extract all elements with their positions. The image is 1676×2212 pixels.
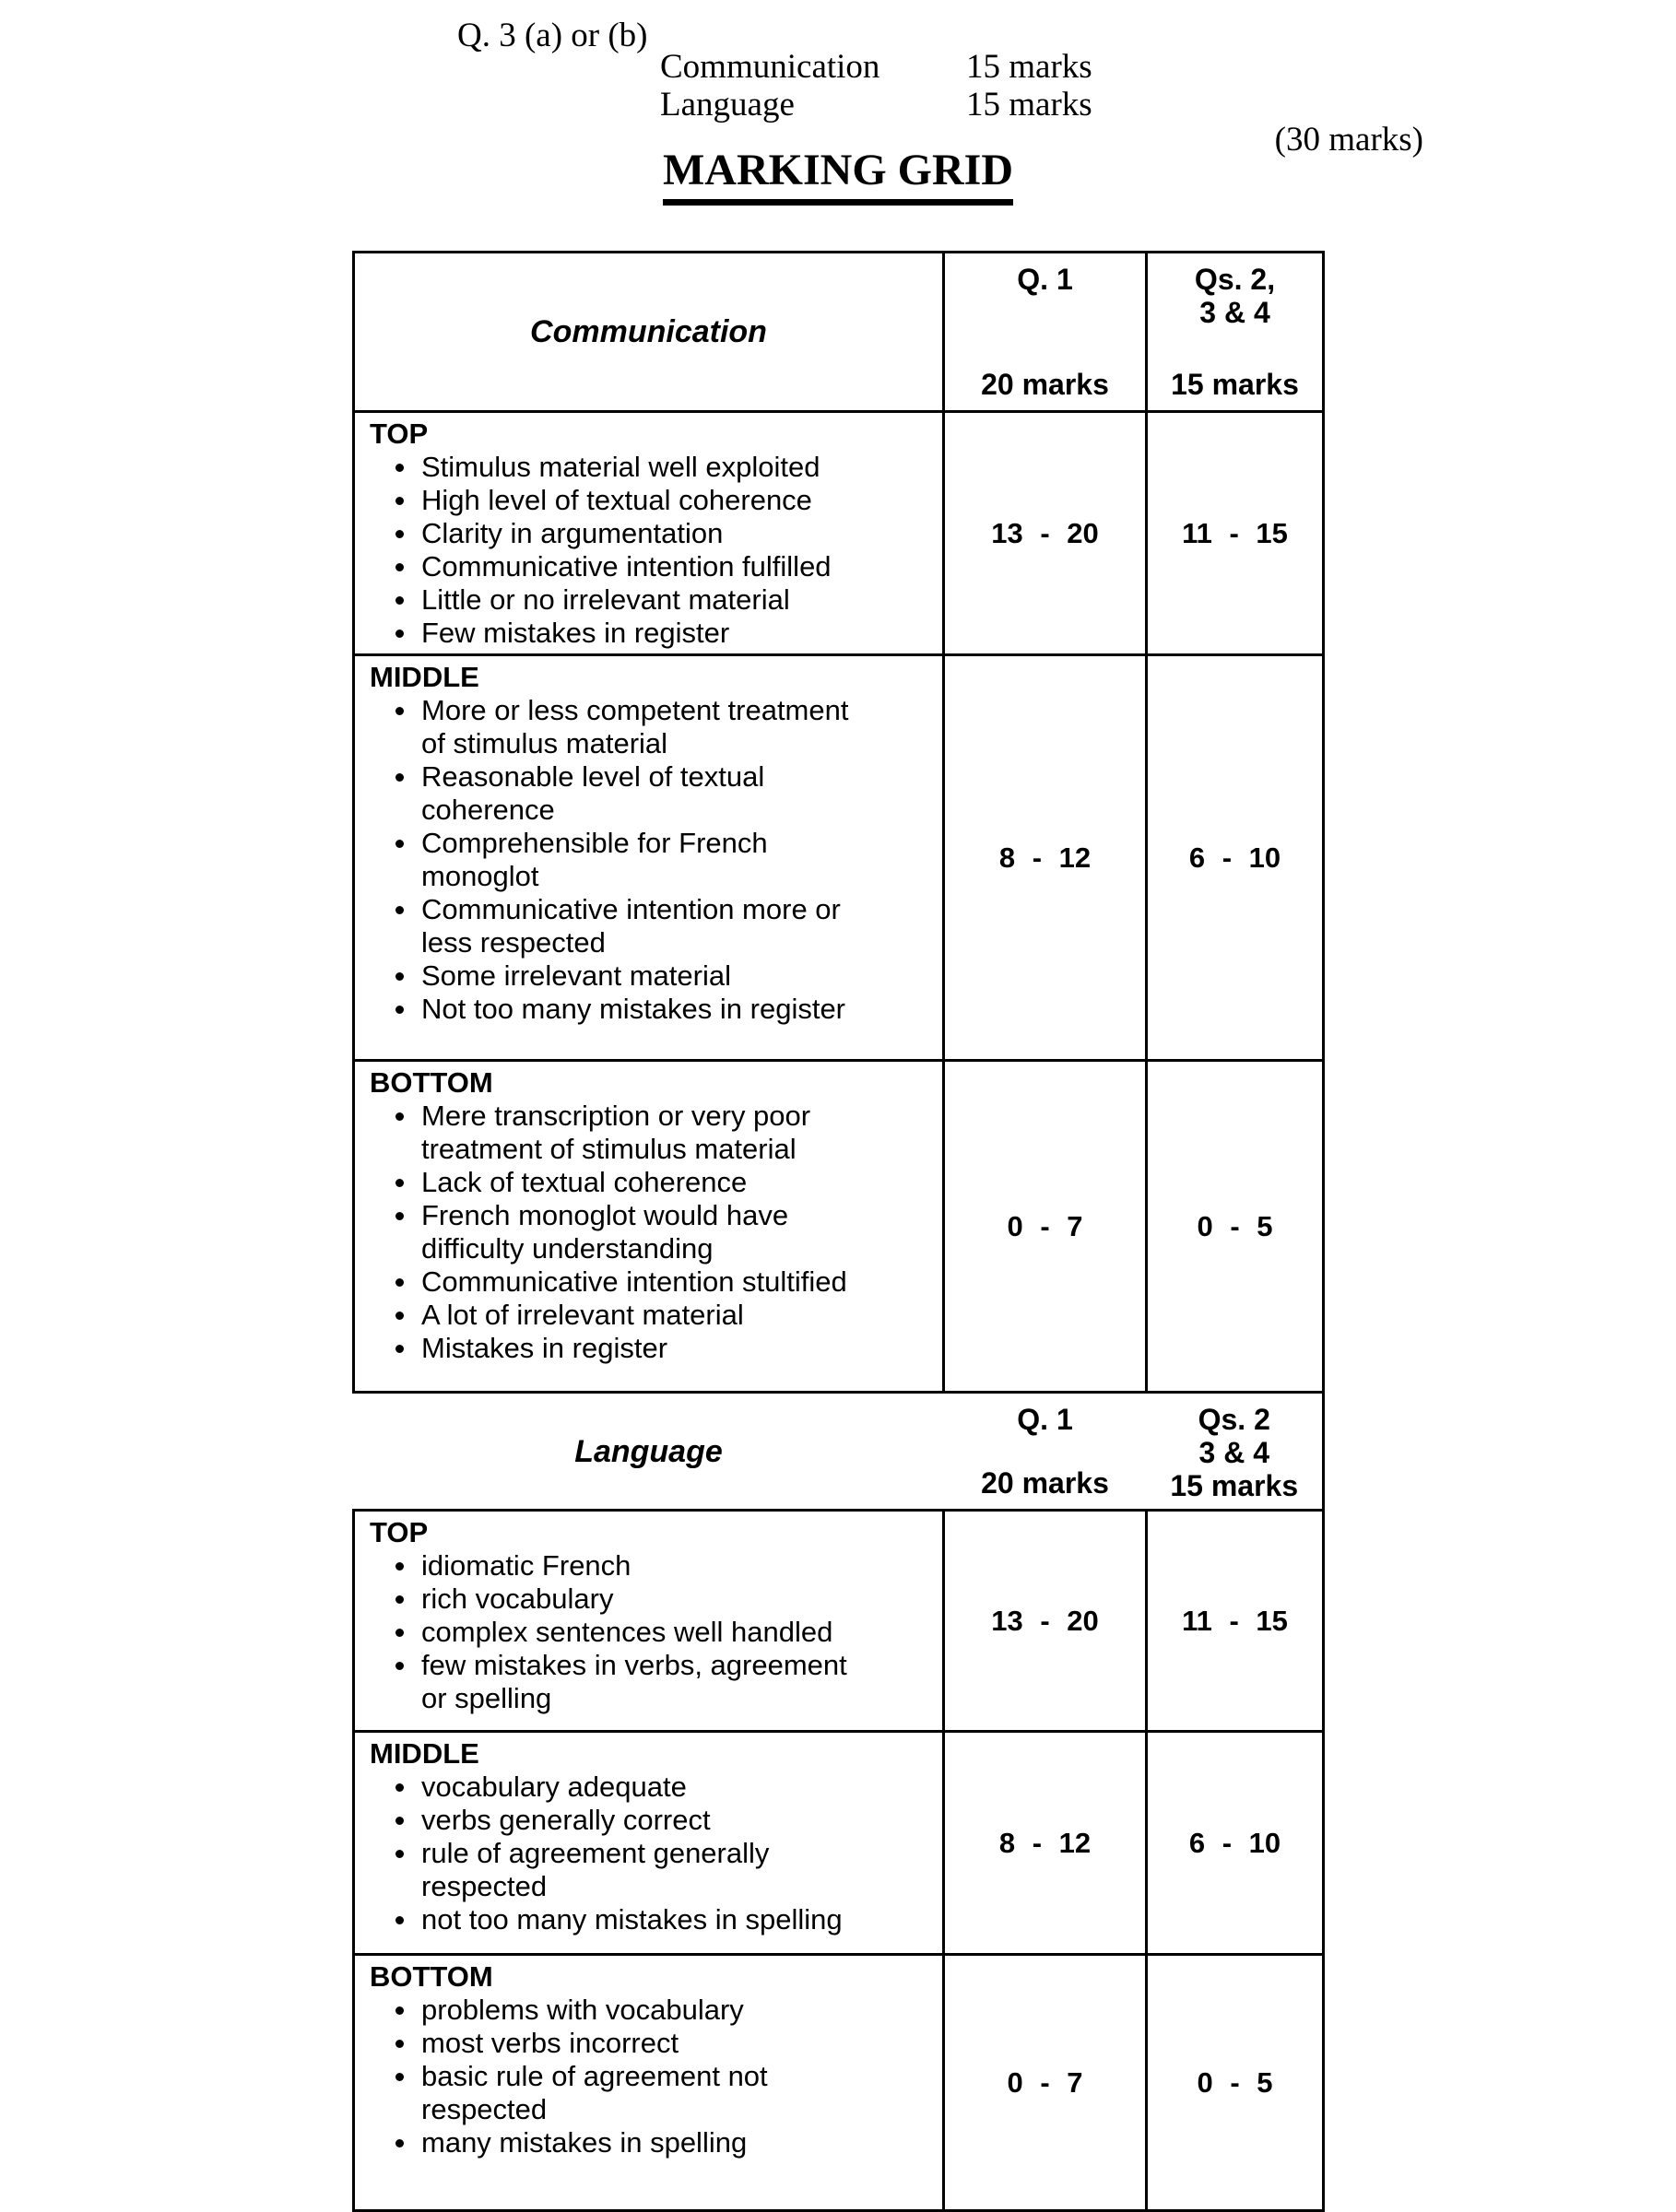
band-label: TOP (370, 1516, 429, 1548)
language-middle-row (354, 1732, 1324, 1955)
bullet-icon (395, 1662, 404, 1670)
page-title: MARKING GRID (663, 147, 1013, 206)
total-marks: (30 marks) (1274, 121, 1423, 159)
bullet-icon (395, 497, 404, 505)
bullet-icon (395, 1278, 404, 1287)
criterion-item: Communicative intention more or less respected (370, 893, 935, 959)
summary-row-communication (660, 48, 1092, 86)
q1-marks-label: 20 marks (981, 1466, 1109, 1500)
bullet-icon (395, 1212, 404, 1220)
qs-label-line2: 3 & 4 (1199, 296, 1270, 329)
bullet-icon (395, 2139, 404, 2147)
bullet-icon (395, 1345, 404, 1353)
criterion-item: Few mistakes in register (370, 617, 935, 650)
criterion-item: many mistakes in spelling (370, 2126, 935, 2159)
bullet-icon (395, 1312, 404, 1320)
criterion-item: most verbs incorrect (370, 2027, 935, 2060)
criteria-cell (354, 412, 944, 655)
criterion-item: Communicative intention stultified (370, 1265, 935, 1299)
bullet-icon (395, 1629, 404, 1637)
language-top-row (354, 1511, 1324, 1732)
qs-marks-label: 15 marks (1170, 1469, 1299, 1502)
criterion-item: Reasonable level of textual coherence (370, 760, 935, 827)
summary-marks: 15 marks (966, 48, 1092, 86)
communication-top-row (354, 412, 1324, 655)
criterion-item: French monoglot would have difficulty understanding (370, 1199, 935, 1265)
criterion-item: Some irrelevant material (370, 959, 935, 993)
criteria-cell (354, 655, 944, 1061)
criterion-item: A lot of irrelevant material (370, 1299, 935, 1332)
q1-label: Q. 1 (1017, 263, 1073, 296)
criterion-item: Mere transcription or very poor treatment of stimulus material (370, 1100, 935, 1166)
communication-bottom-row (354, 1061, 1324, 1393)
criteria-cell (354, 1732, 944, 1955)
q1-range-cell: 13 - 20 (944, 1511, 1147, 1732)
summary-marks: 15 marks (966, 86, 1092, 124)
bullet-icon (395, 596, 404, 605)
section-title: Communication (530, 314, 767, 349)
criterion-item: complex sentences well handled (370, 1616, 935, 1649)
criterion-item: Communicative intention fulfilled (370, 550, 935, 583)
q1-header-cell (944, 253, 1147, 412)
language-header-row (354, 1393, 1324, 1511)
qs-header-cell (1147, 1393, 1324, 1511)
communication-header-row (354, 253, 1324, 412)
bullet-icon (395, 972, 404, 981)
marking-grid-table (352, 251, 1325, 2212)
bullet-icon (395, 1850, 404, 1858)
qs-range-cell: 11 - 15 (1147, 1511, 1324, 1732)
q1-range-cell: 0 - 7 (944, 1955, 1147, 2211)
qs-range-cell: 6 - 10 (1147, 655, 1324, 1061)
criterion-item: Little or no irrelevant material (370, 583, 935, 617)
criterion-item: Lack of textual coherence (370, 1166, 935, 1199)
criterion-item: Clarity in argumentation (370, 517, 935, 550)
criterion-item: rich vocabulary (370, 1583, 935, 1616)
qs-label-line2: 3 & 4 (1198, 1436, 1269, 1469)
band-label: MIDDLE (370, 1737, 479, 1770)
criterion-item: rule of agreement generally respected (370, 1837, 935, 1903)
bullet-icon (395, 464, 404, 472)
q1-label: Q. 1 (1017, 1403, 1073, 1436)
criteria-cell (354, 1511, 944, 1732)
bullet-icon (395, 563, 404, 571)
criterion-item: High level of textual coherence (370, 484, 935, 517)
bullet-icon (395, 773, 404, 782)
qs-label-line1: Qs. 2 (1198, 1403, 1270, 1436)
summary-label: Communication (660, 48, 880, 86)
language-bottom-row (354, 1955, 1324, 2211)
qs-range-cell: 6 - 10 (1147, 1732, 1324, 1955)
communication-middle-row (354, 655, 1324, 1061)
criteria-cell (354, 1955, 944, 2211)
bullet-icon (395, 840, 404, 848)
criterion-item: vocabulary adequate (370, 1771, 935, 1804)
criterion-item: More or less competent treatment of stimulus material (370, 694, 935, 760)
q1-range-cell: 0 - 7 (944, 1061, 1147, 1393)
qs-range-cell: 0 - 5 (1147, 1061, 1324, 1393)
bullet-icon (395, 1817, 404, 1825)
bullet-icon (395, 1595, 404, 1604)
criteria-cell (354, 1061, 944, 1393)
marks-summary (660, 48, 1092, 124)
qs-range-cell: 0 - 5 (1147, 1955, 1324, 2211)
q1-range-cell: 13 - 20 (944, 412, 1147, 655)
bullet-icon (395, 1006, 404, 1014)
bullet-icon (395, 1783, 404, 1792)
qs-label-line1: Qs. 2, (1194, 263, 1276, 296)
q1-marks-label: 20 marks (981, 368, 1109, 401)
criterion-item: basic rule of agreement not respected (370, 2060, 935, 2126)
criterion-item: Comprehensible for French monoglot (370, 827, 935, 893)
q1-range-cell: 8 - 12 (944, 1732, 1147, 1955)
band-label: BOTTOM (370, 1960, 493, 1993)
bullet-icon (395, 707, 404, 715)
section-title: Language (574, 1433, 723, 1469)
criterion-item: Not too many mistakes in register (370, 993, 935, 1026)
band-label: BOTTOM (370, 1066, 493, 1099)
qs-marks-label: 15 marks (1171, 368, 1299, 401)
bullet-icon (395, 906, 404, 914)
band-label: TOP (370, 418, 429, 450)
criterion-item: idiomatic French (370, 1549, 935, 1583)
language-title-cell (354, 1393, 944, 1511)
bullet-icon (395, 530, 404, 538)
communication-title-cell (354, 253, 944, 412)
summary-row-language (660, 86, 1092, 124)
bullet-icon (395, 1112, 404, 1121)
criterion-item: Mistakes in register (370, 1332, 935, 1365)
criterion-item: few mistakes in verbs, agreement or spelling (370, 1649, 935, 1715)
qs-header-cell (1147, 253, 1324, 412)
summary-label: Language (660, 86, 795, 124)
criterion-item: Stimulus material well exploited (370, 451, 935, 484)
bullet-icon (395, 2073, 404, 2081)
bullet-icon (395, 629, 404, 638)
bullet-icon (395, 1916, 404, 1924)
bullet-icon (395, 2006, 404, 2015)
criterion-item: not too many mistakes in spelling (370, 1903, 935, 1936)
criterion-item: problems with vocabulary (370, 1994, 935, 2027)
q1-range-cell: 8 - 12 (944, 655, 1147, 1061)
title-wrap (0, 147, 1676, 206)
bullet-icon (395, 1562, 404, 1571)
qs-range-cell: 11 - 15 (1147, 412, 1324, 655)
criterion-item: verbs generally correct (370, 1804, 935, 1837)
band-label: MIDDLE (370, 661, 479, 693)
question-heading: Q. 3 (a) or (b) (457, 17, 648, 54)
q1-header-cell (944, 1393, 1147, 1511)
bullet-icon (395, 1179, 404, 1187)
bullet-icon (395, 2040, 404, 2048)
